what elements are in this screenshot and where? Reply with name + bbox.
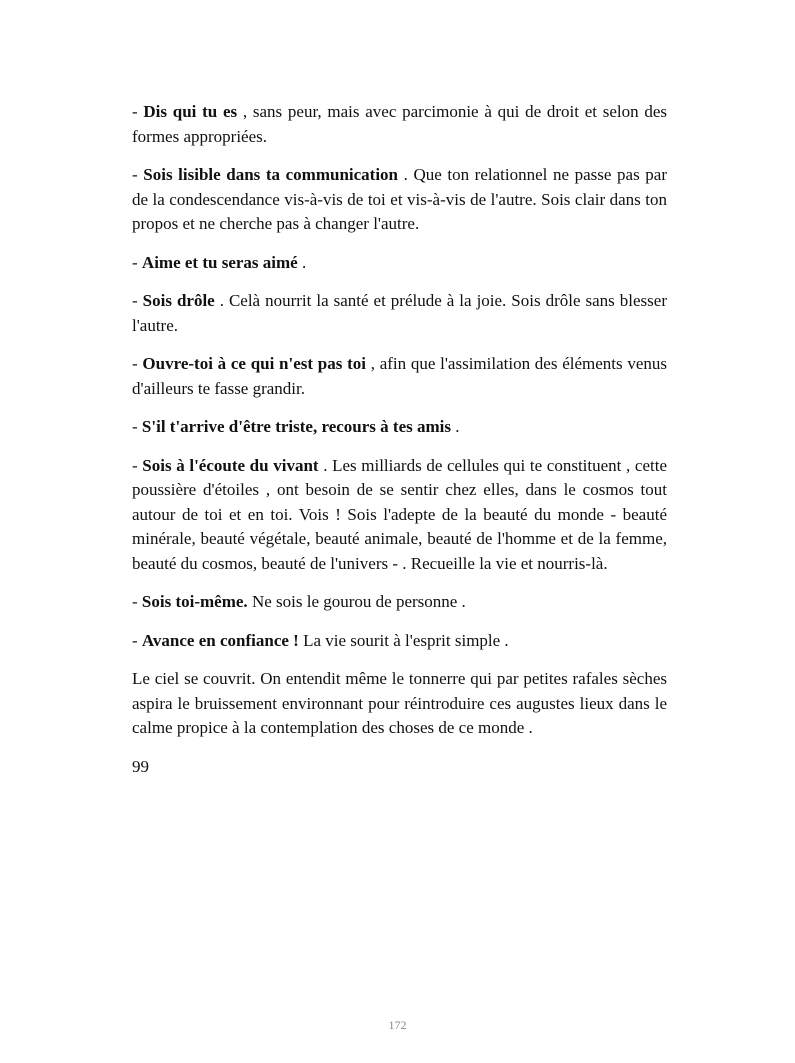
paragraph-text: , sans peur, mais avec parcimonie à qui de droit et selon des formes appropriées. bbox=[132, 102, 667, 146]
paragraph-prefix: - bbox=[132, 291, 143, 310]
paragraph-prefix: - bbox=[132, 417, 142, 436]
paragraph-prefix: - bbox=[132, 455, 143, 475]
paragraph-sois-drole bbox=[132, 289, 667, 338]
paragraph-bold-lead: Ouvre-toi à ce qui n'est pas toi bbox=[142, 354, 366, 373]
paragraph-dis-qui-tu-es bbox=[132, 100, 667, 149]
inline-page-number: 99 bbox=[132, 756, 149, 776]
paragraph-triste bbox=[132, 415, 667, 440]
paragraph-prefix: - bbox=[132, 592, 142, 611]
paragraph-prefix: - bbox=[132, 165, 144, 184]
footer-page-number: 172 bbox=[388, 1018, 407, 1032]
paragraph-text: La vie sourit à l'esprit simple . bbox=[298, 630, 509, 650]
paragraph-text: . bbox=[450, 417, 460, 436]
paragraph-text: . Que ton relationnel ne passe pas par de la condescendance vis-à-vis de toi et vis-à-vis de l'autre. Sois clair dans ton propos et ne cherche pas à changer l'autre. bbox=[132, 165, 667, 233]
paragraph-ouvre-toi bbox=[132, 352, 667, 401]
paragraph-bold-lead: Sois lisible dans ta communication bbox=[143, 165, 399, 184]
paragraph-text: , afin que l'assimilation des éléments venus d'ailleurs te fasse grandir. bbox=[132, 354, 668, 398]
paragraph-text: Le ciel se couvrit. On entendit même le tonnerre qui par petites rafales sèches aspira le bruissement environnant pour réintroduire ces augustes lieux dans le calme propice à la contemplation des choses de ce monde . bbox=[132, 669, 667, 737]
paragraph-text: . Les milliards de cellules qui te constituent , cette poussière d'étoiles , ont besoin de se sentir chez elles, dans le cosmos tout autour de toi et en toi. Vois ! Sois l'adepte de la beauté du monde - beauté minérale, beauté végétale, beauté animale, beauté de l'homme et de la femme, beauté du cosmos, beauté de l'univers - . Recueille la vie et nourris-là. bbox=[132, 455, 667, 573]
paragraph-sois-lisible bbox=[132, 163, 667, 237]
paragraph-prefix: - bbox=[132, 354, 143, 373]
paragraph-bold-lead: Avance en confiance ! bbox=[141, 630, 299, 650]
paragraph-bold-lead: Sois à l'écoute du vivant bbox=[142, 455, 319, 475]
paragraph-narrative bbox=[132, 667, 667, 741]
paragraph-bold-lead: Sois toi-même. bbox=[141, 592, 248, 611]
paragraph-avance-en-confiance bbox=[132, 629, 667, 654]
paragraph-text: Ne sois le gourou de personne . bbox=[247, 592, 466, 611]
paragraph-aime bbox=[132, 251, 667, 276]
paragraph-bold-lead: S'il t'arrive d'être triste, recours à tes amis bbox=[141, 417, 451, 436]
paragraph-text: . bbox=[297, 252, 307, 272]
paragraph-prefix: - bbox=[132, 630, 142, 650]
paragraph-toi-meme bbox=[132, 590, 667, 615]
paragraph-prefix: - bbox=[132, 102, 144, 121]
page-body bbox=[132, 100, 667, 779]
paragraph-text: . Celà nourrit la santé et prélude à la joie. Sois drôle sans blesser l'autre. bbox=[132, 291, 667, 335]
paragraph-ecoute-du-vivant bbox=[132, 454, 667, 577]
paragraph-prefix: - bbox=[132, 252, 142, 272]
paragraph-bold-lead: Aime et tu seras aimé bbox=[141, 252, 298, 272]
paragraph-bold-lead: Sois drôle bbox=[142, 291, 215, 310]
paragraph-bold-lead: Dis qui tu es bbox=[143, 102, 238, 121]
